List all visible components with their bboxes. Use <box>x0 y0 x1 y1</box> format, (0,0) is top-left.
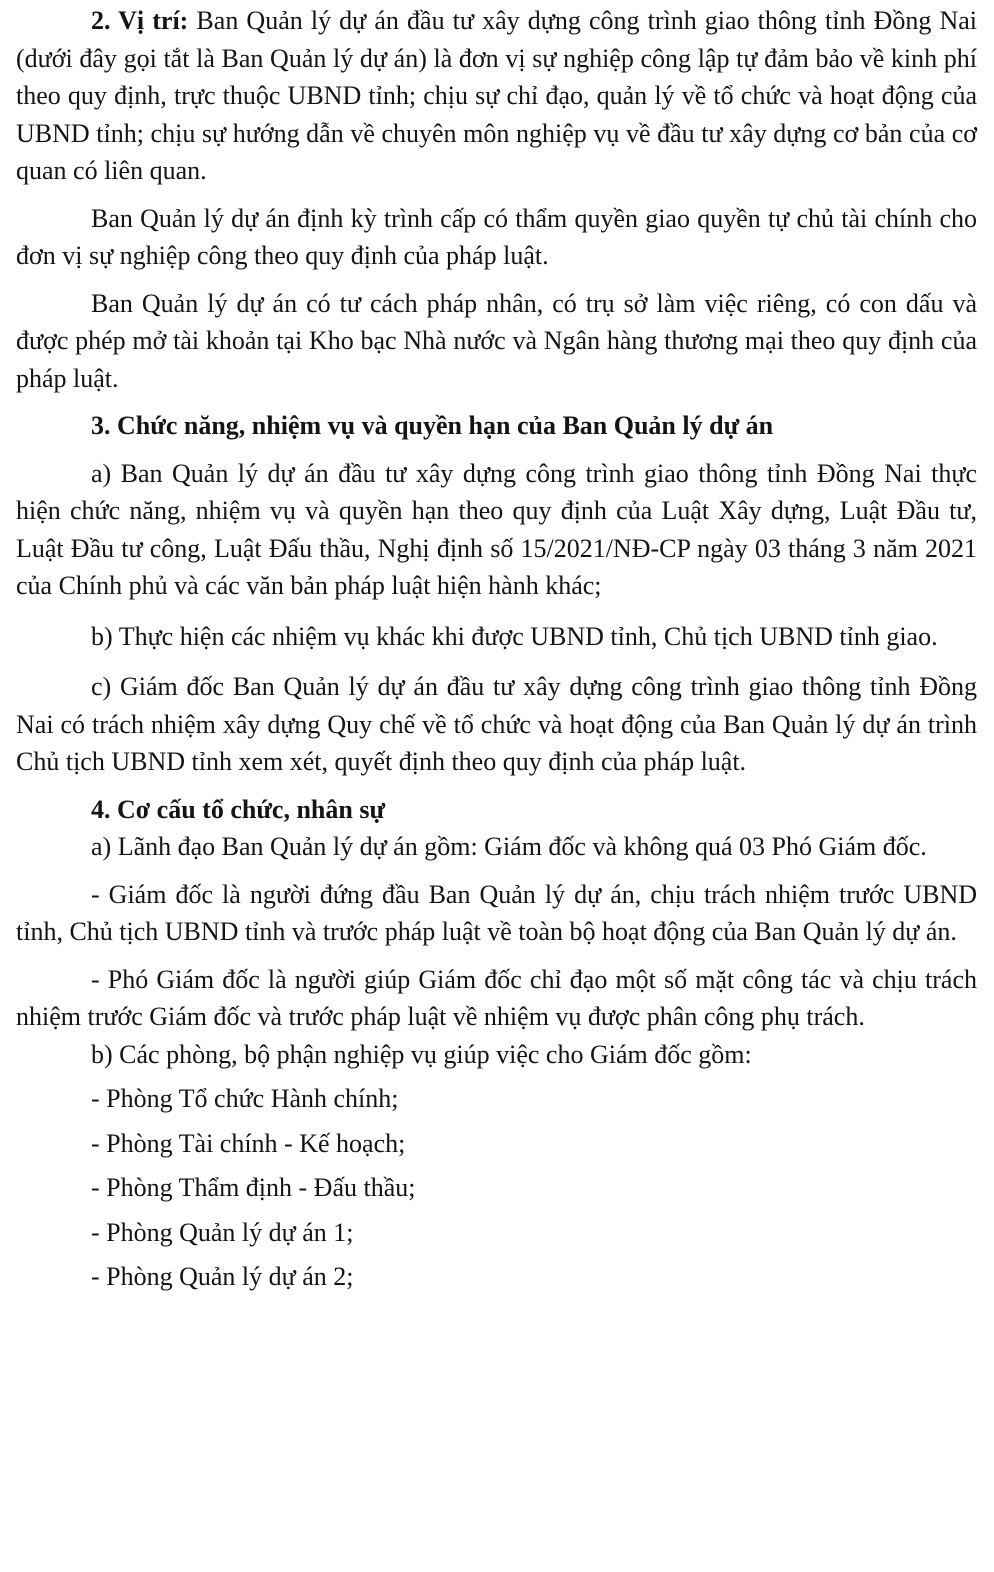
document-page <box>16 2 977 1296</box>
section4-heading: 4. Cơ cấu tổ chức, nhân sự <box>91 794 386 824</box>
section2-paragraph-2: Ban Quản lý dự án định kỳ trình cấp có thẩm quyền giao quyền tự chủ tài chính cho đơn vị sự nghiệp công theo quy định của pháp luật. <box>16 203 977 270</box>
section3-item-b: b) Thực hiện các nhiệm vụ khác khi được UBND tỉnh, Chủ tịch UBND tỉnh giao. <box>91 621 938 651</box>
department-item: - Phòng Thẩm định - Đấu thầu; <box>91 1173 416 1202</box>
section2-text: Ban Quản lý dự án đầu tư xây dựng công trình giao thông tỉnh Đồng Nai (dưới đây gọi tắt là Ban Quản lý dự án) là đơn vị sự nghiệp công lập tự đảm bảo về kinh phí theo quy định, trực thuộc UBND tỉnh; chịu sự chỉ đạo, quản lý về tổ chức và hoạt động của UBND tỉnh; chịu sự hướng dẫn về chuyên môn nghiệp vụ về đầu tư xây dựng cơ bản của cơ quan có liên quan. <box>16 6 977 185</box>
section4-item-a: a) Lãnh đạo Ban Quản lý dự án gồm: Giám đốc và không quá 03 Phó Giám đốc. <box>91 832 927 861</box>
section3-item-a: a) Ban Quản lý dự án đầu tư xây dựng công trình giao thông tỉnh Đồng Nai thực hiện chức năng, nhiệm vụ và quyền hạn theo quy định của Luật Xây dựng, Luật Đầu tư, Luật Đầu tư công, Luật Đấu thầu, Nghị định số 15/2021/NĐ-CP ngày 03 tháng 3 năm 2021 của Chính phủ và các văn bản pháp luật hiện hành khác; <box>16 458 977 600</box>
department-item: - Phòng Quản lý dự án 1; <box>91 1217 354 1247</box>
department-item: - Phòng Tài chính - Kế hoạch; <box>91 1128 406 1158</box>
section3-heading: 3. Chức năng, nhiệm vụ và quyền hạn của Ban Quản lý dự án <box>91 411 774 440</box>
section4-director: - Giám đốc là người đứng đầu Ban Quản lý dự án, chịu trách nhiệm trước UBND tỉnh, Chủ tịch UBND tỉnh và trước pháp luật về toàn bộ hoạt động của Ban Quản lý dự án. <box>16 879 977 946</box>
section3-item-c: c) Giám đốc Ban Quản lý dự án đầu tư xây dựng công trình giao thông tỉnh Đồng Nai có trách nhiệm xây dựng Quy chế về tổ chức và hoạt động của Ban Quản lý dự án trình Chủ tịch UBND tỉnh xem xét, quyết định theo quy định của pháp luật. <box>16 672 977 776</box>
section2-label: 2. Vị trí: <box>91 6 189 35</box>
department-item: - Phòng Quản lý dự án 2; <box>91 1262 354 1291</box>
department-item: - Phòng Tổ chức Hành chính; <box>91 1084 399 1113</box>
section2-paragraph-3: Ban Quản lý dự án có tư cách pháp nhân, có trụ sở làm việc riêng, có con dấu và được phép mở tài khoản tại Kho bạc Nhà nước và Ngân hàng thương mại theo quy định của pháp luật. <box>16 288 977 393</box>
section2-paragraph-1 <box>16 2 977 190</box>
section4-item-b: b) Các phòng, bộ phận nghiệp vụ giúp việc cho Giám đốc gồm: <box>91 1039 752 1069</box>
section4-deputy: - Phó Giám đốc là người giúp Giám đốc chỉ đạo một số mặt công tác và chịu trách nhiệm trước Giám đốc và trước pháp luật về nhiệm vụ được phân công phụ trách. <box>16 964 977 1031</box>
